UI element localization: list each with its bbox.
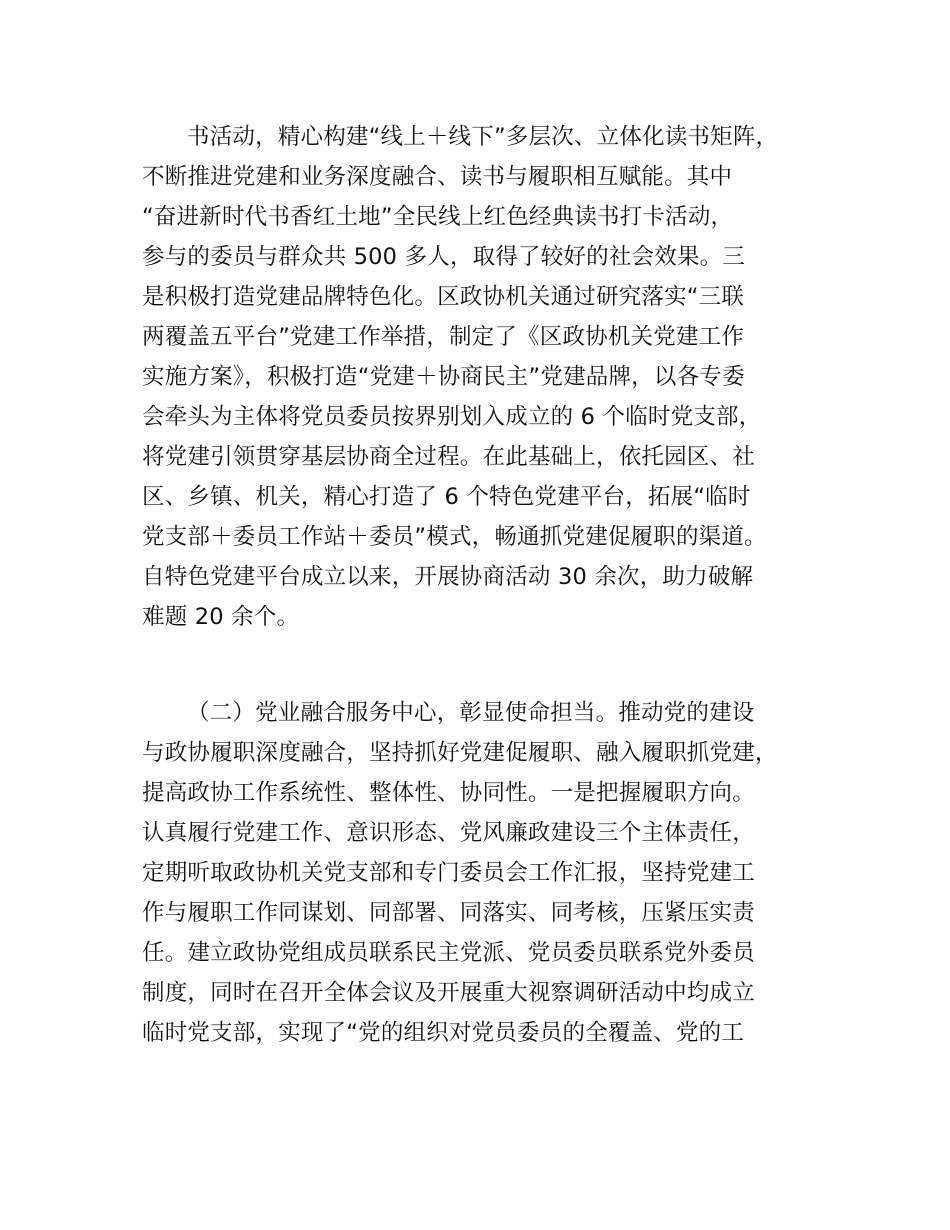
paragraph-1 (142, 117, 842, 637)
text-line: 制度，同时在召开全体会议及开展重大视察调研活动中均成立 (142, 980, 755, 1006)
text-line: 党支部＋委员工作站＋委员”模式，畅通抓党建促履职的渠道。 (142, 524, 767, 550)
text-line: 提高政协工作系统性、整体性、协同性。一是把握履职方向。 (142, 780, 755, 806)
text-line: 区、乡镇、机关，精心打造了 6 个特色党建平台，拓展“临时 (142, 484, 751, 510)
text-line: （二）党业融合服务中心，彰显使命担当。推动党的建设 (187, 700, 755, 726)
text-line: “奋进新时代书香红土地”全民线上红色经典读书打卡活动， (142, 204, 734, 230)
paragraph-2 (142, 693, 842, 1053)
text-line: 认真履行党建工作、意识形态、党风廉政建设三个主体责任， (142, 820, 755, 846)
text-line: 难题 20 余个。 (142, 604, 300, 630)
text-line: 将党建引领贯穿基层协商全过程。在此基础上，依托园区、社 (142, 444, 755, 470)
text-line: 临时党支部，实现了“党的组织对党员委员的全覆盖、党的工 (142, 1020, 745, 1046)
text-line: 两覆盖五平台”党建工作举措，制定了《区政协机关党建工作 (142, 324, 745, 350)
text-line: 书活动，精心构建“线上＋线下”多层次、立体化读书矩阵， (187, 124, 779, 150)
text-line: 是积极打造党建品牌特色化。区政协机关通过研究落实“三联 (142, 284, 745, 310)
text-line: 参与的委员与群众共 500 多人，取得了较好的社会效果。三 (142, 244, 746, 270)
text-line: 作与履职工作同谋划、同部署、同落实、同考核，压紧压实责 (142, 900, 755, 926)
text-line: 定期听取政协机关党支部和专门委员会工作汇报，坚持党建工 (142, 860, 755, 886)
text-line: 不断推进党建和业务深度融合、读书与履职相互赋能。其中 (142, 164, 733, 190)
text-line: 实施方案》，积极打造“党建＋协商民主”党建品牌，以各专委 (142, 364, 745, 390)
text-line: 任。建立政协党组成员联系民主党派、党员委员联系党外委员 (142, 940, 755, 966)
text-line: 会牵头为主体将党员委员按界别划入成立的 6 个临时党支部， (142, 404, 762, 430)
text-line: 自特色党建平台成立以来，开展协商活动 30 余次，助力破解 (142, 564, 754, 590)
text-line: 与政协履职深度融合，坚持抓好党建促履职、融入履职抓党建， (142, 740, 778, 766)
